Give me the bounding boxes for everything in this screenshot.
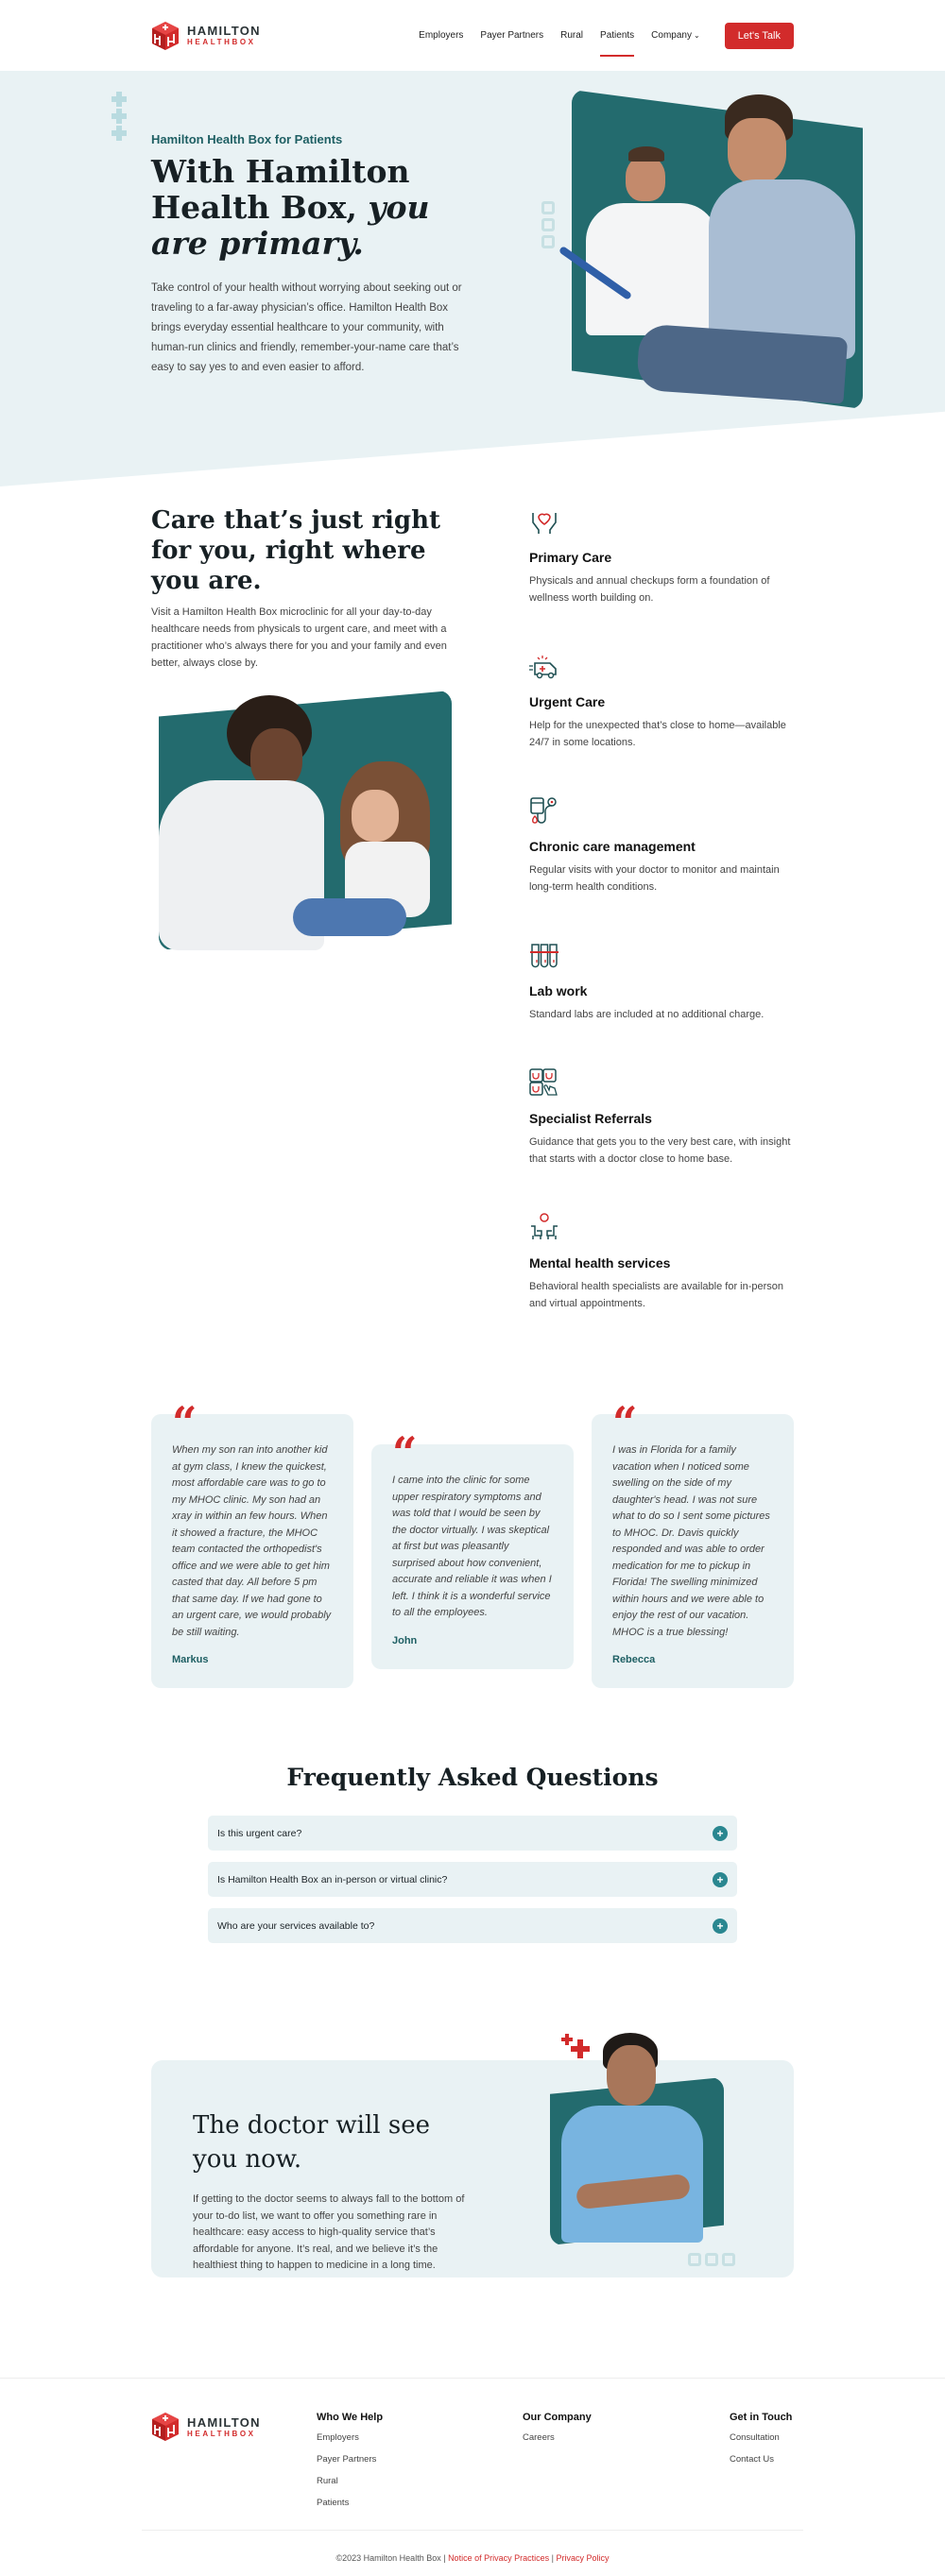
nurse-face (607, 2045, 656, 2106)
blood-pressure-icon (529, 796, 559, 825)
service-lab-work (529, 941, 794, 1023)
test-tubes-icon (529, 941, 559, 969)
service-body: Help for the unexpected that’s close to home—available 24/7 in some locations. (529, 720, 786, 748)
footer-link-patients[interactable]: Patients (317, 2498, 350, 2508)
services-list (529, 505, 794, 1357)
service-specialist-referrals (529, 1068, 794, 1168)
site-header (151, 0, 794, 71)
hero-title-plain: With Hamilton Health Box, (151, 153, 410, 226)
logo-cube-icon (151, 2412, 180, 2442)
separator: | (549, 2553, 557, 2563)
square-icon (705, 2253, 718, 2266)
service-title: Primary Care (529, 550, 612, 565)
faq-question: Is this urgent care? (217, 1827, 302, 1839)
decorative-squares (541, 201, 555, 248)
testimonial-author: John (392, 1634, 418, 1646)
service-title: Mental health services (529, 1255, 671, 1271)
privacy-policy-link[interactable]: Privacy Policy (556, 2553, 610, 2563)
logo[interactable] (151, 21, 261, 51)
testimonial-card (371, 1427, 574, 1669)
service-title: Lab work (529, 983, 588, 998)
main-nav (419, 0, 794, 71)
footer-col-title: Get in Touch (730, 2412, 793, 2423)
nav-company[interactable] (651, 0, 700, 71)
nav-label: Patients (600, 30, 635, 41)
footer-link-consultation[interactable]: Consultation (730, 2432, 780, 2443)
doctor-head (626, 156, 665, 201)
copyright-text: ©2023 Hamilton Health Box (335, 2553, 441, 2563)
footer-link-careers[interactable]: Careers (523, 2432, 555, 2443)
testimonial-quote: I was in Florida for a family vacation when I noticed some swelling on the side of my daughter's head. I was not sure what to do so I sent some pictures to MHOC. Dr. Davis quickly responded and was able to order medication for me to pickup in Florida! The swelling minimized within hours and we were able to enjoy the rest of our vacation. MHOC is a true blessing! (612, 1444, 770, 1638)
expand-plus-icon[interactable]: + (713, 1826, 728, 1841)
service-body: Guidance that gets you to the very best care, with insight that starts with a doctor close to home base. (529, 1136, 791, 1165)
decorative-plus-icons (112, 92, 127, 141)
cta-title: The doctor will see you now. (193, 2111, 430, 2174)
chevron-down-icon: ⌄ (693, 31, 700, 40)
service-body: Physicals and annual checkups form a foundation of wellness worth building on. (529, 575, 770, 604)
lets-talk-button[interactable]: Let's Talk (725, 23, 794, 49)
faq-section (208, 1764, 737, 1943)
testimonial-card (592, 1397, 794, 1688)
cta-image (548, 2028, 737, 2274)
testimonial-card (151, 1397, 353, 1688)
nav-employers[interactable] (419, 0, 463, 71)
site-footer (0, 2378, 945, 2576)
care-section (151, 505, 794, 1357)
square-icon (541, 218, 555, 231)
doctor-coat (586, 203, 718, 335)
doctor-hair (628, 146, 664, 162)
service-body: Standard labs are included at no additional charge. (529, 1009, 765, 1020)
nav-label: Payer Partners (480, 30, 544, 41)
nav-label: Company (651, 30, 692, 41)
patient-jeans (636, 323, 848, 403)
footer-col-get-in-touch (730, 2412, 792, 2530)
footer-link-employers[interactable]: Employers (317, 2432, 359, 2443)
faq-item[interactable] (208, 1816, 737, 1851)
plus-icon (112, 126, 127, 141)
logo-line1: HAMILTON (187, 24, 261, 38)
square-icon (722, 2253, 735, 2266)
patient-head (728, 118, 786, 184)
plus-icon (112, 92, 127, 107)
plus-icon (112, 109, 127, 124)
care-image (151, 691, 444, 964)
faq-item[interactable] (208, 1862, 737, 1897)
faq-question: Is Hamilton Health Box an in-person or virtual clinic? (217, 1873, 448, 1885)
logo-line2: HEALTHBOX (187, 38, 256, 46)
separator: | (440, 2553, 449, 2563)
square-icon (541, 235, 555, 248)
logo-line2: HEALTHBOX (187, 2429, 256, 2438)
hero-eyebrow: Hamilton Health Box for Patients (151, 132, 343, 146)
footer-link-rural[interactable]: Rural (317, 2476, 338, 2486)
quote-icon: “ (392, 1427, 418, 1478)
nav-rural[interactable] (560, 0, 583, 71)
service-chronic-care (529, 796, 794, 896)
logo-cube-icon (151, 21, 180, 51)
service-title: Specialist Referrals (529, 1111, 652, 1126)
hero-image (567, 90, 862, 406)
service-title: Chronic care management (529, 839, 696, 854)
care-body: Visit a Hamilton Health Box microclinic for all your day-to-day healthcare needs from physicals to urgent care, and meet with a practitioner who’s always there for you and your family and even better, always close by. (151, 606, 447, 669)
faq-title: Frequently Asked Questions (286, 1764, 659, 1791)
ambulance-icon (529, 652, 559, 680)
hero-title-italic: you are primary. (151, 189, 430, 262)
expand-plus-icon[interactable]: + (713, 1872, 728, 1887)
service-body: Behavioral health specialists are available for in-person and virtual appointments. (529, 1281, 784, 1309)
service-mental-health (529, 1213, 794, 1312)
decorative-squares (688, 2253, 735, 2266)
privacy-practices-link[interactable]: Notice of Privacy Practices (448, 2553, 550, 2563)
square-icon (541, 201, 555, 214)
heart-hands-icon (529, 507, 559, 536)
service-urgent-care (529, 652, 794, 751)
footer-col-title: Who We Help (317, 2412, 384, 2423)
testimonials-section (151, 1397, 794, 1688)
testimonial-author: Rebecca (612, 1654, 656, 1665)
footer-col-who-we-help (317, 2412, 523, 2530)
service-title: Urgent Care (529, 694, 606, 709)
referral-grid-icon (529, 1068, 559, 1097)
nav-patients[interactable] (600, 0, 634, 71)
square-icon (688, 2253, 701, 2266)
care-title: Care that’s just right for you, right where you are. (151, 506, 441, 595)
testimonial-quote: When my son ran into another kid at gym class, I knew the quickest, most affordable care was to go to my MHOC clinic. My son had an xray in within an few hours. When it showed a fracture, the MHOC team contacted the orthopedist's office and we were able to get him casted that day. All before 5 pm that same day. If we had gone to an urgent care, we would probably be still waiting. (172, 1444, 332, 1638)
footer-col-title: Our Company (523, 2412, 592, 2423)
girl-face (352, 790, 399, 842)
service-body: Regular visits with your doctor to monitor and maintain long-term health conditions. (529, 864, 780, 893)
hero-section (0, 71, 945, 486)
hero-title (151, 154, 463, 262)
red-plus-icon (571, 2039, 590, 2058)
logo-line1: HAMILTON (187, 2414, 261, 2430)
therapy-chairs-icon (529, 1213, 559, 1241)
quote-icon: “ (172, 1397, 198, 1448)
copyright-bar (142, 2530, 803, 2576)
footer-logo[interactable] (151, 2412, 317, 2530)
testimonial-author: Markus (172, 1654, 209, 1665)
testimonial-quote: I came into the clinic for some upper respiratory symptoms and was told that I would be seen by the doctor virtually. I was skeptical at first but was pleasantly surprised about how convenient, accurate and reliable it was when I left. I think it is a wonderful service to all the employees. (392, 1475, 552, 1618)
cta-body: If getting to the doctor seems to always fall to the bottom of your to-do list, we want to offer you something rare in healthcare: easy access to high-quality service that’s affordable for anyone. It’s real, and we believe it’s the healthiest thing to happen to medicine in a long time. (193, 2193, 465, 2271)
nav-label: Employers (419, 30, 464, 41)
expand-plus-icon[interactable]: + (713, 1919, 728, 1934)
footer-link-payer-partners[interactable]: Payer Partners (317, 2454, 377, 2465)
faq-item[interactable] (208, 1908, 737, 1943)
nav-label: Rural (560, 30, 584, 41)
nav-payer-partners[interactable] (480, 0, 543, 71)
hero-body: Take control of your health without worrying about seeking out or traveling to a far-away physician’s office. Hamilton Health Box brings everyday essential healthcare to your community, with human-run clinics and friendly, remember-your-name care that’s easy to say yes to and even easier to afford. (151, 282, 462, 373)
jeans (293, 898, 406, 936)
faq-question: Who are your services available to? (217, 1919, 375, 1932)
quote-icon: “ (612, 1397, 638, 1448)
footer-link-contact-us[interactable]: Contact Us (730, 2454, 774, 2465)
service-primary-care (529, 507, 794, 606)
nurse-scrubs (561, 2106, 703, 2243)
cta-section (151, 2028, 794, 2302)
footer-col-our-company (523, 2412, 730, 2530)
